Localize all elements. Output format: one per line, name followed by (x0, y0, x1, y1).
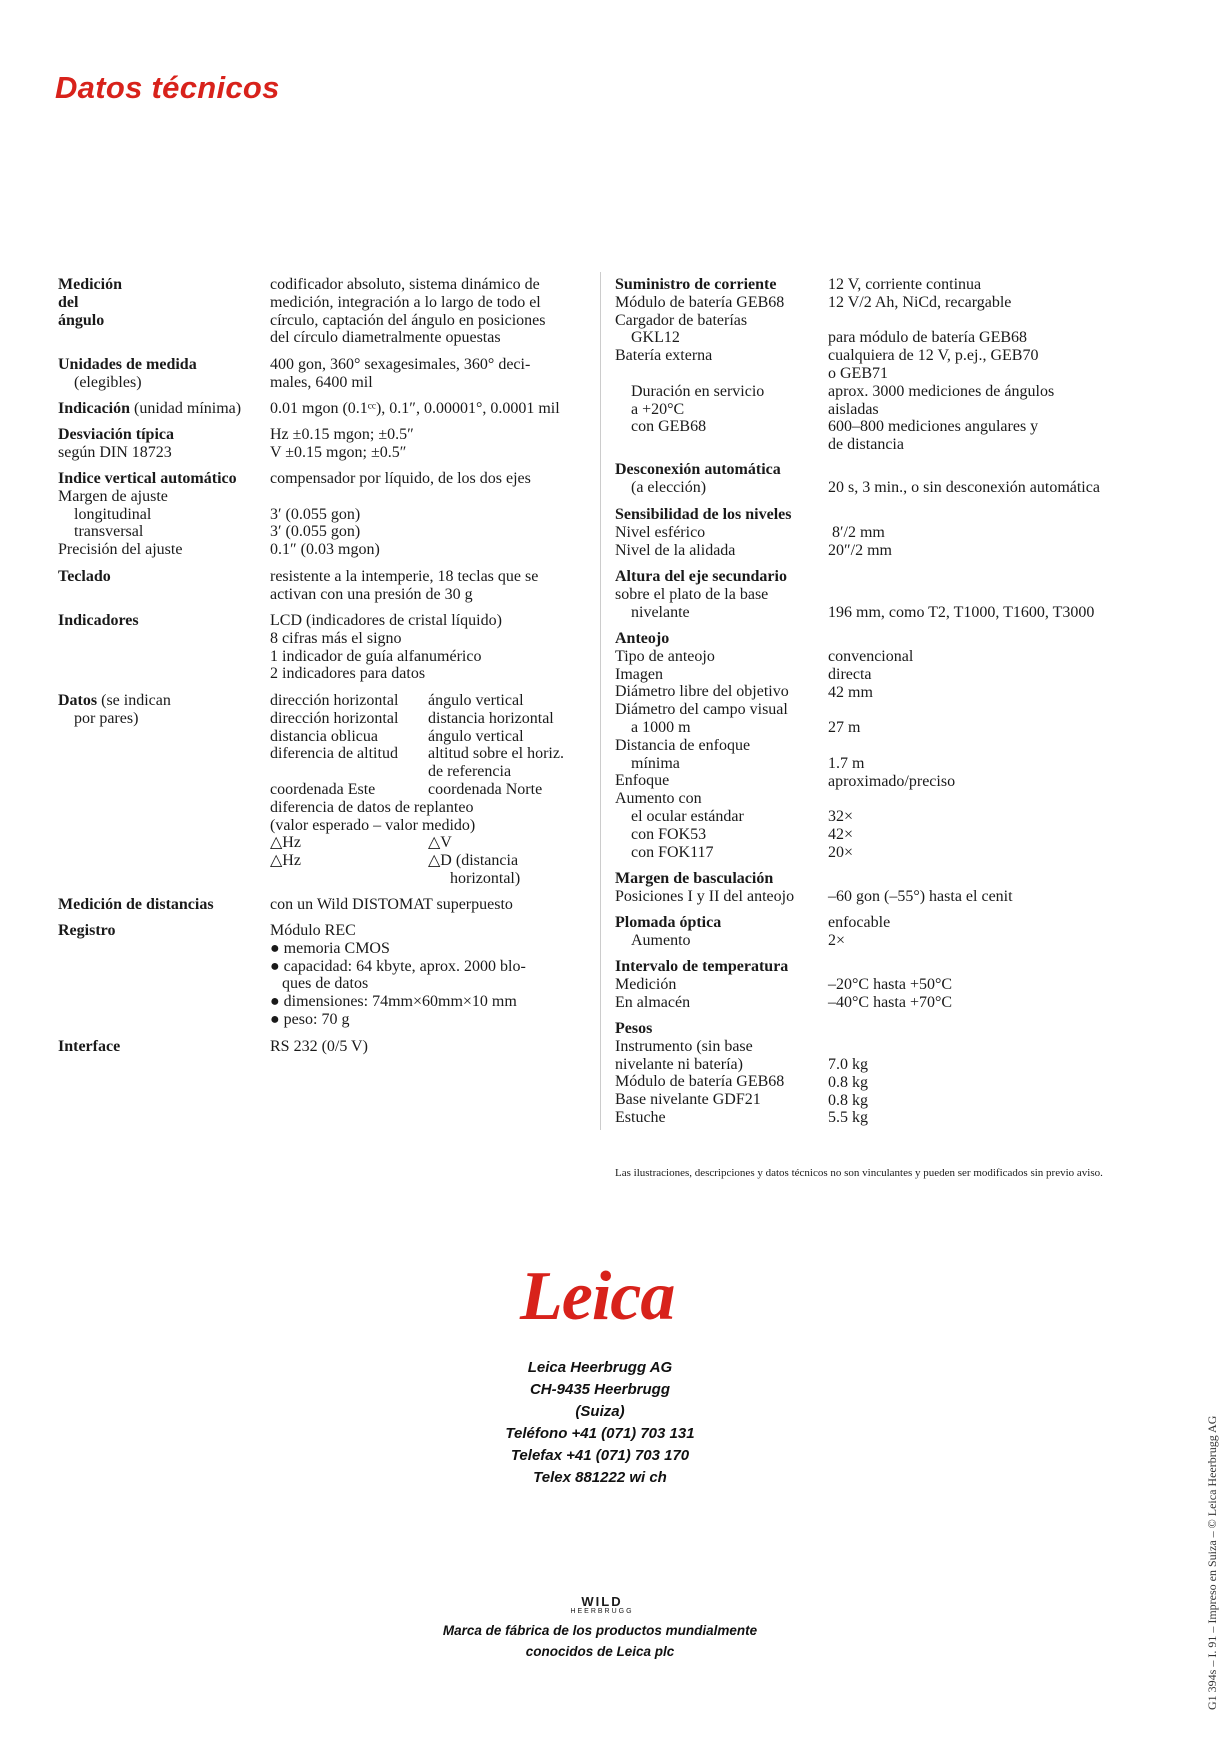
spec-value-line: 42× (828, 825, 854, 843)
spec-label: Pesos (615, 1020, 653, 1037)
page-title: Datos técnicos (55, 70, 280, 105)
spec-value-line: 27 m (828, 719, 861, 737)
spec-value-line: codificador absoluto, sistema dinámico de (270, 276, 540, 293)
spec-value-line: V ±0.15 mgon; ±0.5″ (270, 443, 407, 461)
spec-sublabel: (elegibles) (74, 373, 142, 391)
spec-value-line: ● capacidad: 64 kbyte, aprox. 2000 blo- (270, 957, 526, 975)
leica-logo: Leica (520, 1258, 675, 1335)
spec-label: Suministro de corriente (615, 276, 777, 293)
spec-value-line: 600–800 mediciones angulares y (828, 418, 1039, 436)
right-spec-column (615, 276, 1155, 1136)
spec-sublabel: Distancia de enfoque (615, 736, 751, 754)
spec-sublabel: Posiciones I y II del anteojo (615, 887, 795, 905)
spec-angle-value (270, 276, 545, 347)
spec-label: Margen de basculación (615, 870, 774, 887)
spec-value-line: 20× (828, 843, 854, 861)
spec-telescope (615, 630, 789, 861)
data-pair-b: horizontal) (450, 869, 521, 887)
spec-value-line: círculo, captación del ángulo en posiciones (270, 311, 546, 329)
spec-sublabel: (se indican (97, 692, 171, 709)
spec-std-value (270, 426, 414, 462)
spec-levels (615, 506, 792, 559)
spec-sublabel: mínima (631, 754, 680, 772)
spec-label: Intervalo de temperatura (615, 958, 789, 975)
spec-value-line: ques de datos (270, 975, 369, 993)
spec-levels-value (828, 524, 892, 560)
spec-keyboard-label: Teclado (58, 568, 111, 585)
spec-sublabel: Enfoque (615, 772, 670, 790)
spec-sublabel: Margen de ajuste (58, 487, 168, 505)
spec-value-line: 0.8 kg (828, 1091, 868, 1109)
spec-label: Indicación (58, 400, 131, 417)
spec-sublabel: Precisión del ajuste (58, 541, 183, 559)
spec-value-line: –20°C hasta +50°C (828, 976, 953, 993)
spec-sublabel: En almacén (615, 993, 691, 1011)
spec-value-line: 32× (828, 808, 854, 826)
spec-label: Indice vertical automático (58, 470, 237, 487)
spec-value-line: 8′/2 mm (828, 524, 885, 541)
spec-autooff (615, 461, 781, 497)
spec-sublabel: longitudinal (74, 505, 152, 523)
column-divider (600, 272, 601, 1130)
spec-autooff-value: 20 s, 3 min., o sin desconexión automática (828, 479, 1100, 496)
spec-label: Datos (58, 692, 98, 709)
address-line: (Suiza) (575, 1403, 625, 1420)
spec-vindex (58, 470, 237, 559)
spec-sublabel: (unidad mínima) (130, 400, 242, 417)
spec-tilt (615, 870, 794, 906)
spec-label: Medición del ángulo (58, 276, 122, 329)
data-pair-b: de referencia (428, 763, 512, 781)
spec-keyboard-value (270, 568, 538, 604)
spec-value-line: ● memoria CMOS (270, 939, 390, 957)
spec-sublabel: Aumento (631, 931, 691, 949)
spec-sublabel: Batería externa (615, 347, 713, 365)
spec-value-line: 0.1″ (0.03 mgon) (270, 541, 380, 559)
spec-value-line: medición, integración a lo largo de todo el (270, 293, 541, 311)
spec-value-line: de distancia (828, 436, 904, 454)
spec-data-value (270, 692, 590, 888)
wild-logo-subtext: HEERBRUGG (570, 1608, 634, 1615)
spec-sublabel: con FOK53 (631, 825, 707, 843)
spec-sublabel: Cargador de baterías (615, 311, 748, 329)
spec-sublabel: Medición (615, 975, 677, 993)
spec-sublabel: con FOK117 (631, 843, 714, 861)
spec-display (58, 400, 241, 418)
spec-vindex-value (270, 470, 531, 559)
data-pair-b: distancia horizontal (428, 709, 554, 727)
spec-distance-label: Medición de distancias (58, 896, 214, 913)
spec-value-line: 20″/2 mm (828, 541, 892, 559)
spec-value-line: resistente a la intemperie, 18 teclas que se (270, 568, 539, 585)
spec-register-value (270, 922, 526, 1029)
print-info-vertical: G1 394s – I. 91 – Impreso en Suiza – © Leica Heerbrugg AG (1205, 1415, 1219, 1710)
spec-sublabel: Módulo de batería GEB68 (615, 293, 785, 311)
spec-sublabel: nivelante ni batería) (615, 1055, 743, 1073)
spec-value-line: –40°C hasta +70°C (828, 993, 953, 1011)
spec-sublabel: sobre el plato de la base (615, 585, 769, 603)
spec-value-line: enfocable (828, 914, 891, 931)
spec-sublabel: (a elección) (631, 478, 707, 496)
spec-value-line: 1.7 m (828, 754, 865, 772)
spec-sublabel: a 1000 m (631, 718, 691, 736)
spec-sublabel: a +20°C (631, 400, 685, 418)
spec-value-line: 2× (828, 931, 846, 949)
data-pair-b: altitud sobre el horiz. (428, 745, 564, 763)
spec-telescope-value (828, 648, 955, 862)
spec-label: Plomada óptica (615, 914, 722, 931)
disclaimer-note: Las ilustraciones, descripciones y datos técnicos no son vinculantes y pueden ser modificados sin previo aviso. (615, 1167, 1103, 1179)
spec-plumb-value (828, 914, 890, 950)
spec-label: Desconexión automática (615, 461, 781, 478)
spec-temp-value (828, 976, 952, 1012)
spec-value-line: directa (828, 665, 872, 683)
spec-value-line: 5.5 kg (828, 1109, 868, 1127)
spec-weights (615, 1020, 784, 1127)
spec-value-line: 12 V/2 Ah, NiCd, recargable (828, 293, 1012, 311)
data-pair-b: △V (428, 834, 452, 852)
spec-power (615, 276, 784, 436)
left-spec-column (58, 276, 588, 1076)
spec-sublabel: Nivel esférico (615, 523, 706, 541)
data-pair-b: △D (distancia (428, 852, 519, 870)
spec-sublabel: el ocular estándar (631, 807, 744, 825)
data-line: (valor esperado – valor medido) (270, 816, 476, 834)
trademark-line: Marca de fábrica de los productos mundialmente (442, 1623, 758, 1638)
data-pair-a: △Hz (270, 852, 301, 870)
spec-value-line: cualquiera de 12 V, p.ej., GEB70 (828, 347, 1039, 365)
spec-value-line: del círculo diametralmente opuestas (270, 329, 501, 347)
spec-value-line: 3′ (0.055 gon) (270, 523, 361, 541)
data-pair-a: dirección horizontal (270, 709, 399, 727)
data-pair-a: distancia oblicua (270, 727, 378, 745)
spec-label: Desviación típica (58, 426, 174, 443)
spec-sublabel: Módulo de batería GEB68 (615, 1073, 785, 1091)
data-pair-a: dirección horizontal (270, 692, 399, 709)
spec-register-label: Registro (58, 922, 116, 939)
spec-sublabel: Instrumento (sin base (615, 1037, 753, 1055)
spec-value-line: aproximado/preciso (828, 772, 956, 790)
wild-heerbrugg-logo (557, 1596, 647, 1616)
data-pair-a: diferencia de altitud (270, 745, 398, 763)
address-line: Leica Heerbrugg AG (527, 1359, 673, 1376)
spec-units (58, 356, 197, 392)
address-line: Telefax +41 (071) 703 170 (510, 1447, 690, 1464)
address-line: Teléfono +41 (071) 703 131 (505, 1425, 695, 1442)
spec-value-line: 3′ (0.055 gon) (270, 505, 361, 523)
spec-value-line: aisladas (828, 400, 879, 418)
spec-distance-value: con un Wild DISTOMAT superpuesto (270, 896, 513, 913)
spec-sublabel: Diámetro libre del objetivo (615, 683, 789, 701)
spec-axis-value: 196 mm, como T2, T1000, T1600, T3000 (828, 604, 1095, 621)
spec-value-line: aprox. 3000 mediciones de ángulos (828, 382, 1055, 400)
trademark-note (440, 1620, 760, 1662)
spec-data (58, 692, 171, 728)
spec-value-line: 12 V, corriente continua (828, 276, 982, 293)
spec-indicators-label: Indicadores (58, 612, 139, 629)
company-address (480, 1357, 720, 1489)
data-pair-b: ángulo vertical (428, 727, 524, 745)
trademark-line: conocidos de Leica plc (525, 1644, 675, 1659)
data-line: diferencia de datos de replanteo (270, 798, 474, 816)
spec-value-line: 2 indicadores para datos (270, 665, 426, 683)
spec-sublabel: Imagen (615, 665, 663, 683)
data-pair-b: ángulo vertical (428, 692, 524, 709)
spec-value-line: males, 6400 mil (270, 373, 373, 391)
address-line: Telex 881222 wi ch (533, 1469, 667, 1486)
spec-sublabel: con GEB68 (631, 418, 707, 436)
spec-value-line: ● dimensiones: 74mm×60mm×10 mm (270, 993, 517, 1011)
spec-sublabel: Diámetro del campo visual (615, 701, 788, 719)
data-pair-a: coordenada Este (270, 780, 376, 798)
spec-sublabel: según DIN 18723 (58, 443, 172, 461)
spec-value-line: 7.0 kg (828, 1056, 868, 1073)
spec-sublabel: por pares) (74, 709, 139, 727)
spec-tilt-value: –60 gon (–55°) hasta el cenit (828, 888, 1013, 905)
spec-value-line: 1 indicador de guía alfanumérico (270, 647, 482, 665)
spec-sublabel: Nivel de la alidada (615, 541, 736, 559)
spec-value-line: 42 mm (828, 683, 873, 701)
spec-value-line: LCD (indicadores de cristal líquido) (270, 612, 502, 629)
spec-interface-value: RS 232 (0/5 V) (270, 1038, 368, 1055)
spec-value-line: Hz ±0.15 mgon; ±0.5″ (270, 426, 414, 443)
spec-sublabel: Base nivelante GDF21 (615, 1091, 761, 1109)
spec-value-line: compensador por líquido, de los dos ejes (270, 470, 531, 487)
spec-temp (615, 958, 788, 1011)
wild-logo-text: WILD (581, 1594, 623, 1609)
spec-std (58, 426, 174, 462)
address-line: CH-9435 Heerbrugg (529, 1381, 671, 1398)
data-pair-b: coordenada Norte (428, 780, 543, 798)
spec-sublabel: Estuche (615, 1108, 666, 1126)
spec-power-value (828, 276, 1054, 454)
spec-value-line: 8 cifras más el signo (270, 629, 402, 647)
spec-sublabel: Aumento con (615, 790, 702, 808)
spec-axis (615, 568, 787, 621)
spec-sublabel: nivelante (631, 603, 690, 621)
spec-label: Unidades de medida (58, 356, 197, 373)
spec-value-line: para módulo de batería GEB68 (828, 329, 1028, 347)
spec-sublabel: Duración en servicio (631, 382, 765, 400)
spec-value-line: ● peso: 70 g (270, 1010, 350, 1028)
spec-value-line: Módulo REC (270, 922, 356, 939)
spec-sublabel: GKL12 (631, 329, 680, 347)
spec-value-line: activan con una presión de 30 g (270, 585, 473, 603)
spec-label: Anteojo (615, 630, 670, 647)
spec-value-line: 0.8 kg (828, 1073, 868, 1091)
spec-units-value (270, 356, 530, 392)
spec-weights-value (828, 1056, 868, 1127)
spec-sublabel: Tipo de anteojo (615, 647, 715, 665)
spec-indicators-value (270, 612, 502, 683)
spec-value-line: 400 gon, 360° sexagesimales, 360° deci- (270, 356, 531, 373)
spec-value-line: convencional (828, 648, 914, 665)
spec-interface-label: Interface (58, 1038, 121, 1055)
spec-sublabel: transversal (74, 523, 144, 541)
spec-label: Sensibilidad de los niveles (615, 506, 792, 523)
spec-label: Altura del eje secundario (615, 568, 787, 585)
spec-value-line: o GEB71 (828, 364, 888, 382)
spec-display-value: 0.01 mgon (0.1ᶜᶜ), 0.1″, 0.00001°, 0.0001 mil (270, 400, 560, 417)
data-pair-a: △Hz (270, 834, 301, 852)
spec-plumb (615, 914, 721, 950)
